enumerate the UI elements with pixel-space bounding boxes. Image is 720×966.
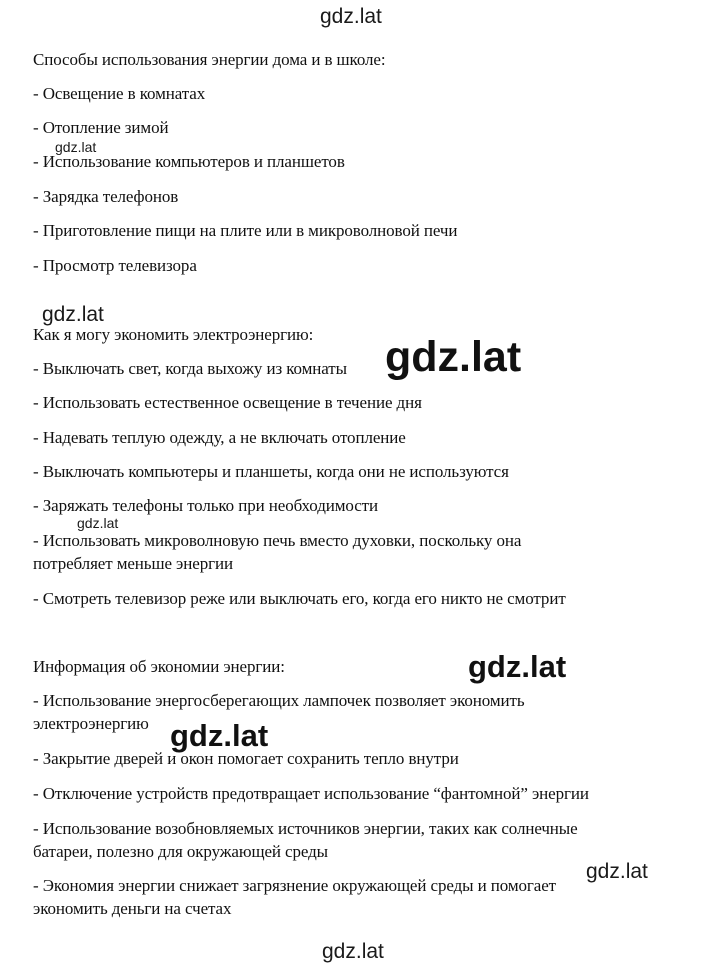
section3-heading: Информация об экономии энергии:: [33, 657, 285, 676]
list-item: - Выключать свет, когда выхожу из комнаты: [33, 359, 347, 378]
list-item: - Использование энергосберегающих лампочек позволяет экономить: [33, 691, 525, 710]
list-item: - Заряжать телефоны только при необходимости: [33, 496, 378, 515]
watermark-bottom: gdz.lat: [322, 940, 384, 963]
list-item: - Надевать теплую одежду, а не включать отопление: [33, 428, 406, 447]
watermark-top: gdz.lat: [320, 5, 382, 28]
list-item-continuation: экономить деньги на счетах: [33, 899, 232, 918]
section1-heading: Способы использования энергии дома и в школе:: [33, 50, 386, 69]
section2-heading: Как я могу экономить электроэнергию:: [33, 325, 314, 344]
list-item: - Использовать естественное освещение в течение дня: [33, 393, 422, 412]
list-item: - Освещение в комнатах: [33, 84, 206, 103]
list-item: - Использование возобновляемых источников энергии, таких как солнечные: [33, 819, 578, 838]
list-item: - Использование компьютеров и планшетов: [33, 152, 345, 171]
list-item: - Просмотр телевизора: [33, 256, 197, 275]
list-item-continuation: электроэнергию: [33, 714, 149, 733]
list-item-continuation: потребляет меньше энергии: [33, 554, 233, 573]
list-item: - Выключать компьютеры и планшеты, когда они не используются: [33, 462, 509, 481]
list-item: - Смотреть телевизор реже или выключать его, когда его никто не смотрит: [33, 589, 566, 608]
watermark-small: gdz.lat: [77, 515, 119, 531]
list-item-continuation: батареи, полезно для окружающей среды: [33, 842, 328, 861]
list-item: - Экономия энергии снижает загрязнение окружающей среды и помогает: [33, 876, 556, 895]
watermark-large: gdz.lat: [385, 333, 522, 381]
watermark-medium: gdz.lat: [42, 303, 104, 326]
list-item: - Отключение устройств предотвращает использование “фантомной” энергии: [33, 784, 589, 803]
list-item: - Отопление зимой: [33, 118, 169, 137]
list-item: - Приготовление пищи на плите или в микроволновой печи: [33, 221, 458, 240]
list-item: - Использовать микроволновую печь вместо духовки, поскольку она: [33, 531, 522, 550]
watermark-bold: gdz.lat: [468, 649, 567, 684]
list-item: - Закрытие дверей и окон помогает сохранить тепло внутри: [33, 749, 459, 768]
watermark-bold: gdz.lat: [170, 718, 269, 753]
watermark-medium: gdz.lat: [586, 860, 648, 883]
list-item: - Зарядка телефонов: [33, 187, 179, 206]
watermark-small: gdz.lat: [55, 139, 97, 155]
